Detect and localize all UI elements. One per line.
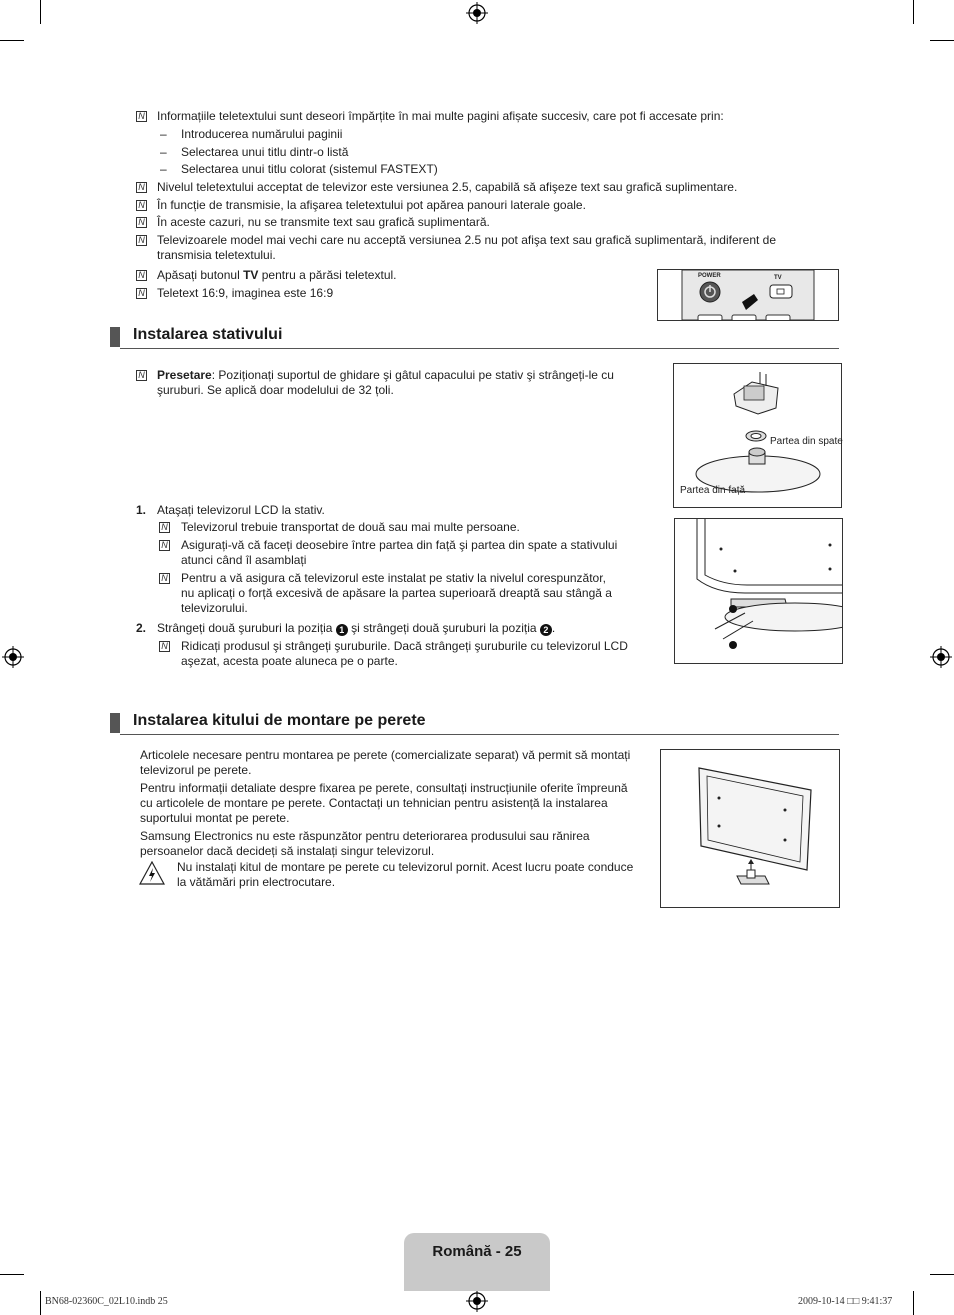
page-number-tab [404,1233,550,1291]
dash-bullet: – [160,145,167,159]
paragraph: televizorul pe perete. [140,763,252,777]
note-text: În aceste cazuri, nu se transmite text sau grafică suplimentară. [157,215,490,229]
position-2-badge: 2 [540,624,552,636]
note-icon [159,641,170,652]
note-text: televizorului. [181,601,248,615]
note-text: Presetare: Poziționați suportul de ghidare şi gâtul capacului pe stativ şi strângeți-le cu [157,368,614,382]
paragraph: cu articolele de montare pe perete. Contactați un tehnician pentru asistență la instalarea [140,796,608,810]
note-icon [136,270,147,281]
note-text: În funcție de transmisie, la afişarea teletextului pot apărea panouri laterale goale. [157,198,586,212]
note-icon [136,217,147,228]
section-rule [120,734,839,735]
note-text: Teletext 16:9, imaginea este 16:9 [157,286,334,300]
note-text: şuruburi. Se aplică doar modelului de 32 țoli. [157,383,394,397]
registration-mark-icon [466,1290,488,1312]
paragraph: suportului montat pe perete. [140,811,290,825]
section-rule [120,348,839,349]
crop-mark [930,1274,954,1275]
crop-mark [930,40,954,41]
tv-stand-illustration [674,518,843,664]
page-number: Română - 25 [432,1243,522,1260]
note-icon [159,522,170,533]
note-text: Apăsați butonul TV pentru a părăsi teletextul. [157,268,397,282]
crop-mark [40,0,41,24]
crop-mark [913,1291,914,1315]
warning-text: Nu instalați kitul de montare pe perete cu televizorul pornit. Acest lucru poate conduce [177,860,634,874]
step-text: Ataşați televizorul LCD la stativ. [157,503,325,517]
note-text: aşezat, acesta poate aluneca pe o parte. [181,654,398,668]
power-label: POWER [698,273,721,279]
note-text: Televizorul trebuie transportat de două sau mai multe persoane. [181,520,520,534]
figure-label-back: Partea din spate [770,436,843,447]
position-1-badge: 1 [336,624,348,636]
note-icon [136,370,147,381]
note-icon [136,182,147,193]
step-number: 1. [136,503,147,517]
note-text: Televizoarele model mai vechi care nu acceptă versiunea 2.5 nu pot afişa text sau grafică suplimentară, indiferent de [157,233,777,247]
note-icon [136,235,147,246]
paragraph: persoanelor dacă decideți să instalați singur televizorul. [140,844,435,858]
step-number: 2. [136,621,147,635]
section-bar [110,713,120,733]
registration-mark-icon [930,646,952,668]
dash-bullet: – [160,127,167,141]
note-icon [136,200,147,211]
tv-label: TV [774,275,782,281]
paragraph: Pentru informații detaliate despre fixarea pe perete, consultați instrucțiunile oferite împreună [140,781,628,795]
note-text: nu aplicați o forță excesivă de apăsare la partea superioară dreaptă sau stângă a [181,586,612,600]
note-icon [136,111,147,122]
section-title: Instalarea kitului de montare pe perete [133,712,426,729]
registration-mark-icon [466,2,488,24]
section-bar [110,327,120,347]
figure-label-front: Partea din față [680,485,746,496]
footer-file-info: BN68-02360C_02L10.indb 25 [45,1296,168,1307]
remote-illustration [657,269,839,321]
list-item: Selectarea unui titlu dintr-o listă [181,145,349,159]
note-text: Asigurați-vă că faceți deosebire între partea din față şi partea din spate a stativului [181,538,618,552]
note-text: Nivelul teletextului acceptat de televizor este versiunea 2.5, capabilă să afişeze text sau grafică suplimentare. [157,180,738,194]
section-title: Instalarea stativului [133,326,283,343]
note-text: atunci când îl asamblați [181,553,307,567]
list-item: Introducerea numărului paginii [181,127,343,141]
note-text: Informațiile teletextului sunt deseori împărțite în mai multe pagini afișate succesiv, care pot fi accesate prin: [157,109,724,123]
crop-mark [913,0,914,24]
paragraph: Samsung Electronics nu este răspunzător pentru deteriorarea produsului sau rănirea [140,829,590,843]
warning-icon [139,861,165,885]
stand-illustration [673,363,842,508]
crop-mark [0,1274,24,1275]
paragraph: Articolele necesare pentru montarea pe perete (comercializate separat) vă permit să montați [140,748,631,762]
dash-bullet: – [160,162,167,176]
crop-mark [0,40,24,41]
step-text: Strângeți două şuruburi la poziția 1 şi strângeți două şuruburi la poziția 2 . [157,621,556,635]
footer-timestamp: 2009-10-14 □□ 9:41:37 [798,1296,893,1307]
crop-mark [40,1291,41,1315]
note-text: Ridicați produsul şi strângeți şuruburile. Dacă strângeți şuruburile cu televizorul LCD [181,639,628,653]
registration-mark-icon [2,646,24,668]
note-text: transmisia teletextului. [157,248,276,262]
note-icon [136,288,147,299]
note-icon [159,540,170,551]
list-item: Selectarea unui titlu colorat (sistemul FASTEXT) [181,162,438,176]
note-icon [159,573,170,584]
wall-mount-illustration [660,749,840,908]
note-text: Pentru a vă asigura că televizorul este instalat pe stativ la nivelul corespunzător, [181,571,606,585]
warning-text: la vătămări prin electrocutare. [177,875,336,889]
